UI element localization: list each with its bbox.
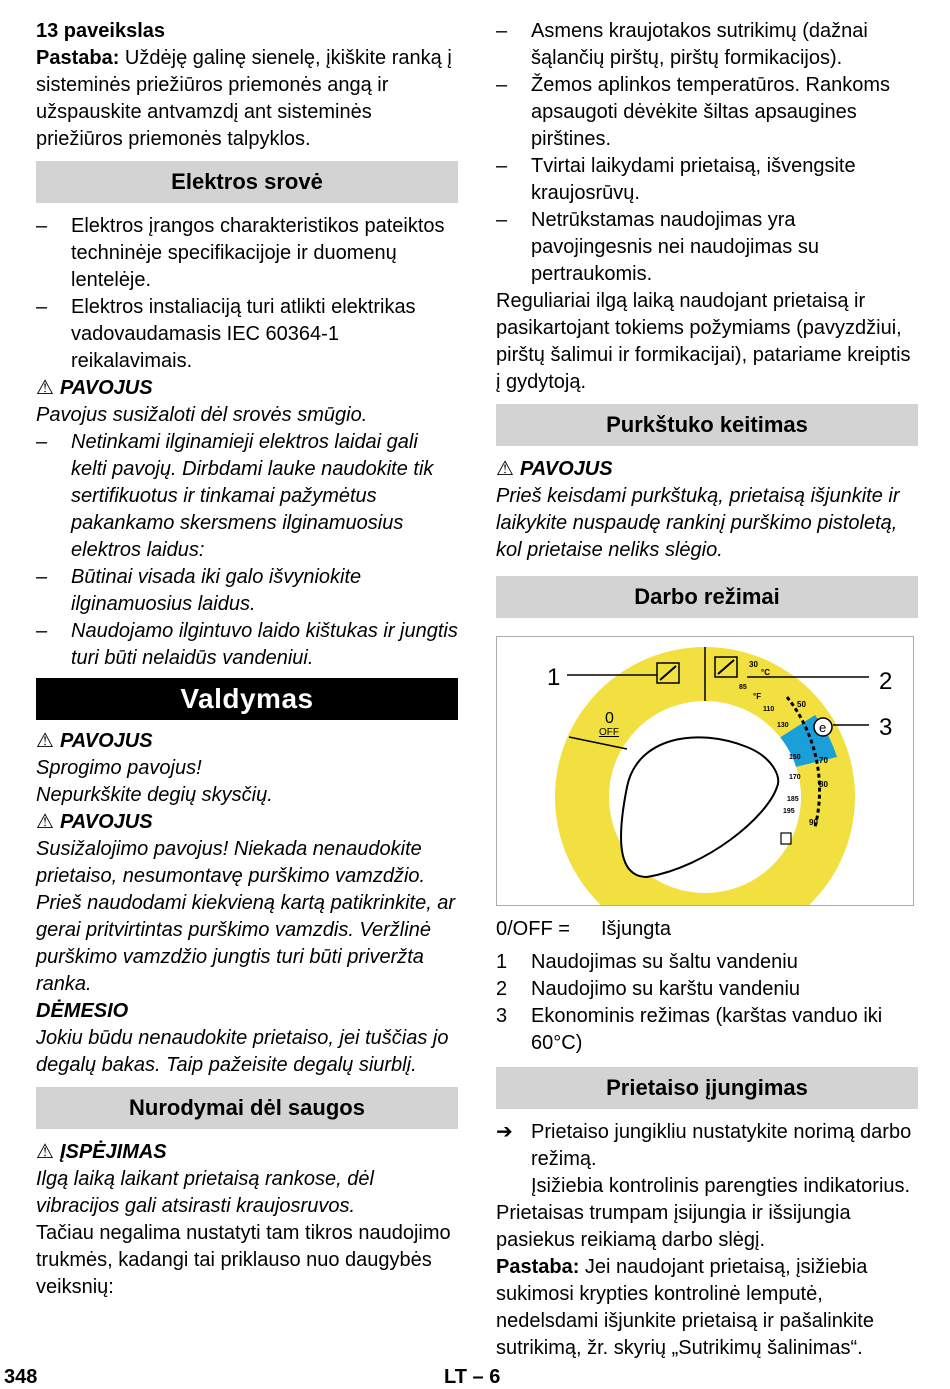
arrow-right-icon: ➔: [496, 1121, 513, 1143]
tick-c: 80: [819, 780, 828, 789]
tick-f: 150: [789, 754, 801, 761]
warning-heading: ⚠ ĮSPĖJIMAS: [36, 1139, 458, 1166]
caution-heading: DĖMESIO: [36, 1000, 129, 1022]
note-text: Uždėję galinę sienelę, įkiškite ranką į sisteminės priežiūros priemonės angą ir užspauskite antvamzdį ant sisteminės priežiūros priemonės talpyklos.: [36, 47, 452, 150]
mode-item: 1 Naudojimas su šaltu vandeniu: [496, 951, 798, 973]
warning-text: Sprogimo pavojus!: [36, 757, 202, 779]
mode-item: 3 Ekonominis režimas (karštas vanduo iki 60°C): [496, 1005, 883, 1054]
tick-c: 90: [809, 818, 818, 827]
warning-heading: ⚠ PAVOJUS: [36, 728, 458, 755]
callout-3: 3: [879, 714, 893, 741]
list-item: – Elektros įrangos charakteristikos pateiktos techninėje specifikacijoje ir duomenų lentelėje.: [36, 215, 445, 291]
mode-item: 2 Naudojimo su karštu vandeniu: [496, 978, 801, 1000]
step-item: ➔ Prietaiso jungikliu nustatykite norimą darbo režimą.: [496, 1121, 912, 1170]
unit-celsius: °C: [761, 668, 770, 677]
tick-c: 30: [749, 660, 758, 669]
tick-c: 50: [797, 700, 806, 709]
heading-darbo-rezimai: Darbo režimai: [496, 576, 918, 618]
warning-text: Nepurkškite degių skysčių.: [36, 784, 273, 806]
list-item: – Tvirtai laikydami prietaisą, išvengsite kraujosrūvų.: [496, 155, 856, 204]
caution-text: Jokiu būdu nenaudokite prietaiso, jei tuščias jo degalų bakas. Taip pažeisite degalų siurblį.: [36, 1027, 449, 1076]
footer-lang: LT – 6: [444, 1366, 501, 1388]
eco-label: e: [819, 720, 827, 735]
warning-triangle-icon: ⚠: [496, 458, 514, 480]
body-paragraph: Reguliariai ilgą laiką naudojant prietaisą ir pasikartojant tokiems požymiams (pavyzdžiui, pirštų šalimui ir formikacijai), patariame kreiptis į gydytoją.: [496, 290, 911, 393]
mode-dial-diagram: [497, 637, 913, 905]
mode-dial-figure: [496, 636, 914, 906]
warning-heading: ⚠ PAVOJUS: [496, 456, 918, 483]
warning-text: Pavojus susižaloti dėl srovės smūgio.: [36, 404, 368, 426]
list-item: – Asmens kraujotakos sutrikimų (dažnai šąlančių pirštų, pirštų formikacijos).: [496, 20, 868, 69]
tick-f: 195: [783, 808, 795, 815]
zero-label: 0: [605, 710, 614, 727]
list-item: – Būtinai visada iki galo išvyniokite ilginamuosius laidus.: [36, 566, 362, 615]
figure-title: 13 paveikslas: [36, 20, 165, 42]
left-column: [36, 18, 458, 1301]
tick-f: 170: [789, 774, 801, 781]
tick-f: 110: [763, 706, 775, 713]
heading-valdymas: Valdymas: [36, 678, 458, 720]
step-result: Įsižiebia kontrolinis parengties indikatorius.: [531, 1175, 911, 1197]
note-label: Pastaba:: [36, 47, 120, 69]
note-paragraph: [36, 45, 458, 153]
warning-text: Susižalojimo pavojus! Niekada nenaudokite prietaiso, nesumontavę purškimo vamzdžio. Prieš naudodami kiekvieną kartą patikrinkite, ar gerai pritvirtintas purškimo vamzdis. Veržlinė purškimo vamzdžio jungtis turi būti priveržta ranka.: [36, 838, 456, 995]
list-item: – Netrūkstamas naudojimas yra pavojingesnis nei naudojimas su pertraukomis.: [496, 209, 819, 285]
heading-nurodymai-saugos: Nurodymai dėl saugos: [36, 1087, 458, 1129]
list-item: – Žemos aplinkos temperatūros. Rankoms apsaugoti dėvėkite šiltas apsaugines pirštines.: [496, 74, 891, 150]
tick-f: 185: [787, 796, 799, 803]
list-item: – Netinkami ilginamieji elektros laidai gali kelti pavojų. Dirbdami lauke naudokite tik sertifikuotus ir tinkamai pažymėtus pakankamo skersmens ilginamuosius elektros laidus:: [36, 431, 434, 561]
right-column: [496, 18, 918, 1362]
heading-purkstuko-keitimas: Purkštuko keitimas: [496, 404, 918, 446]
warning-triangle-icon: ⚠: [36, 1141, 54, 1163]
list-item: – Elektros instaliaciją turi atlikti elektrikas vadovaudamasis IEC 60364-1 reikalavimais.: [36, 296, 416, 372]
warning-triangle-icon: ⚠: [36, 377, 54, 399]
tick-c: 70: [819, 756, 828, 765]
heading-prietaiso-ijungimas: Prietaiso įjungimas: [496, 1067, 918, 1109]
off-legend: 0/OFF = Išjungta: [496, 918, 672, 940]
heading-elektros-srove: Elektros srovė: [36, 161, 458, 203]
body-paragraph: Prietaisas trumpam įsijungia ir išsijungia pasiekus reikiamą darbo slėgį.: [496, 1202, 851, 1251]
body-paragraph: Tačiau negalima nustatyti tam tikros naudojimo trukmės, kadangi tai priklauso nuo daugybės veiksnių:: [36, 1222, 451, 1298]
page-number: 348: [4, 1366, 38, 1388]
tick-f: 85: [739, 684, 747, 691]
callout-2: 2: [879, 668, 893, 695]
warning-text: Ilgą laiką laikant prietaisą rankose, dėl vibracijos gali atsirasti kraujosruvos.: [36, 1168, 374, 1217]
tick-f: 130: [777, 722, 789, 729]
callout-1: 1: [547, 664, 561, 691]
warning-triangle-icon: ⚠: [36, 730, 54, 752]
warning-text: Prieš keisdami purkštuką, prietaisą išjunkite ir laikykite nuspaudę rankinį purškimo pistoletą, kol prietaise neliks slėgio.: [496, 485, 900, 561]
warning-triangle-icon: ⚠: [36, 811, 54, 833]
list-item: – Naudojamo ilgintuvo laido kištukas ir jungtis turi būti nelaidūs vandeniui.: [36, 620, 458, 669]
unit-fahrenheit: °F: [753, 692, 762, 701]
warning-heading: ⚠ PAVOJUS: [36, 809, 458, 836]
off-label: OFF: [599, 727, 619, 738]
warning-heading: ⚠ PAVOJUS: [36, 375, 458, 402]
note-paragraph: Pastaba: Jei naudojant prietaisą, įsižiebia sukimosi krypties kontrolinė lemputė, nedelsdami išjunkite prietaisą ir pašalinkite sutrikimą, žr. skyrių „Sutrikimų šalinimas“.: [496, 1256, 874, 1359]
